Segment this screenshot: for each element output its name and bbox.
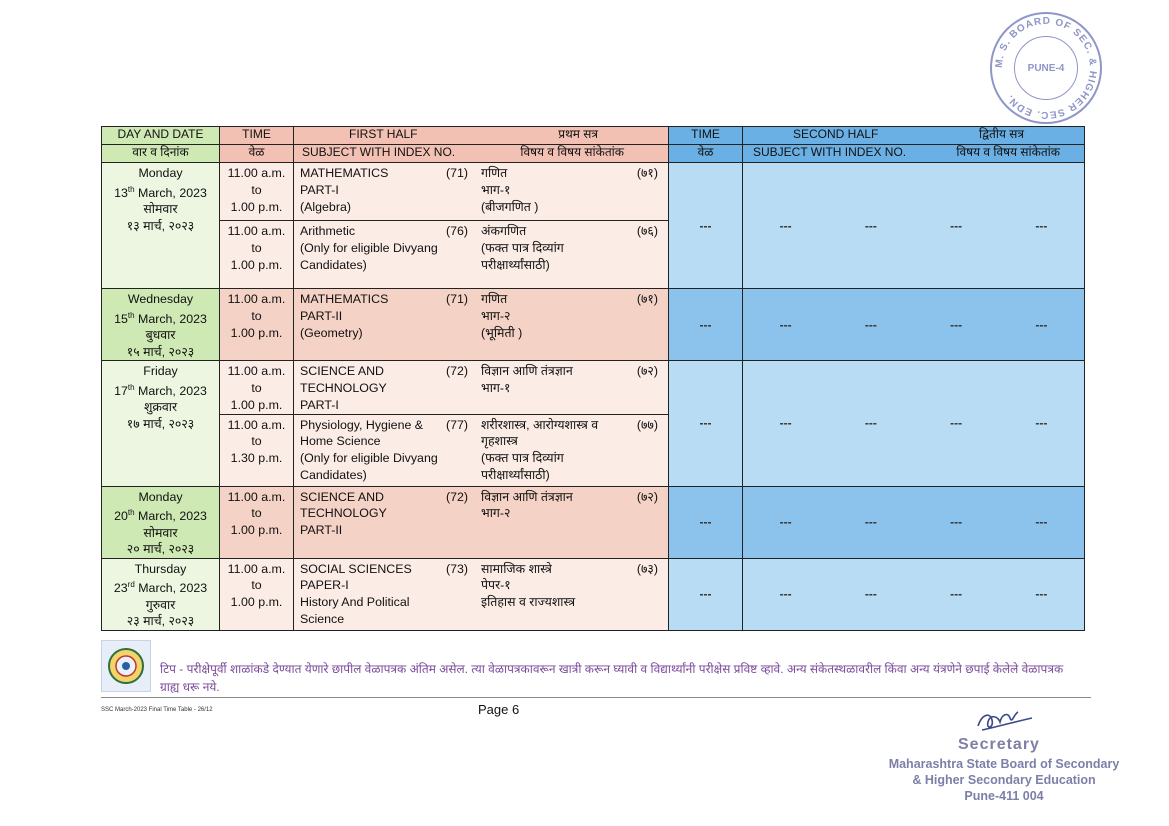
- subject-cell: [294, 289, 669, 361]
- exam-row: [102, 558, 1085, 630]
- second-half-subject-cell: --- --- --- ---: [743, 163, 1085, 289]
- second-half-time-cell: ---: [669, 289, 743, 361]
- header-time-2-mr: वेळ: [669, 145, 743, 163]
- subject-name-en: SCIENCE AND TECHNOLOGY PART-I: [300, 364, 387, 412]
- second-half-subject-cell: --- --- --- ---: [743, 361, 1085, 486]
- subject-index: (77): [446, 417, 469, 432]
- subject-index: (71): [446, 292, 469, 306]
- subject-name-en: SCIENCE AND TECHNOLOGY PART-II: [300, 489, 387, 538]
- subject-name-mr: शरीरशास्त्र, आरोग्यशास्त्र व गृहशास्त्र (फक्त पात्र दिव्यांग परीक्षार्थ्यांसाठी): [481, 417, 599, 482]
- exam-row: [102, 486, 1085, 558]
- subject-name-mr: सामाजिक शास्त्रे पेपर-१ इतिहास व राज्यशास्त्र: [481, 561, 576, 610]
- exam-timetable: [101, 126, 1085, 631]
- time-cell: 11.00 a.m. to 1.30 p.m.: [220, 414, 294, 486]
- second-half-subject-cell: --- --- --- ---: [743, 558, 1085, 630]
- time-cell: 11.00 a.m. to 1.00 p.m.: [220, 221, 294, 289]
- day-date-cell: Monday 20th March, 2023 सोमवार २० मार्च, २०२३: [102, 486, 220, 558]
- subject-index-mr: (७१): [636, 292, 658, 306]
- header-time: TIME: [220, 127, 294, 145]
- subject-cell: [294, 486, 669, 558]
- board-seal-stamp: [990, 12, 1102, 124]
- subject-name-en: MATHEMATICS PART-II (Geometry): [300, 292, 389, 340]
- board-logo: [101, 640, 151, 692]
- subject-name-en: SOCIAL SCIENCES PAPER-I History And Political Science: [300, 561, 412, 627]
- header-day-date-mr: वार व दिनांक: [102, 145, 220, 163]
- second-half-time-cell: ---: [669, 486, 743, 558]
- second-half-subject-cell: --- --- --- ---: [743, 289, 1085, 361]
- subject-name-mr: अंकगणित (फक्त पात्र दिव्यांग परीक्षार्थ्यांसाठी): [481, 224, 564, 272]
- second-half-time-cell: ---: [669, 361, 743, 486]
- exam-row: [102, 361, 1085, 414]
- subject-index: (73): [446, 561, 469, 576]
- day-date-cell: Wednesday 15th March, 2023 बुधवार १५ मार्च, २०२३: [102, 289, 220, 361]
- subject-index-mr: (७२): [636, 489, 658, 504]
- header-row-2: [102, 145, 1085, 163]
- time-cell: 11.00 a.m. to 1.00 p.m.: [220, 289, 294, 361]
- subject-cell: [294, 558, 669, 630]
- page-number: Page 6: [478, 702, 520, 717]
- footer-doc-name: SSC March-2023 Final Time Table - 26/12: [101, 707, 213, 713]
- header-subject: SUBJECT WITH INDEX NO. विषय व विषय सांकेतांक: [294, 145, 669, 163]
- header-row-1: [102, 127, 1085, 145]
- day-date-cell: Thursday 23rd March, 2023 गुरुवार २३ मार्च, २०२३: [102, 558, 220, 630]
- subject-index-mr: (७१): [636, 166, 658, 180]
- subject-name-mr: गणित भाग-१ (बीजगणित ): [481, 166, 539, 214]
- header-time-mr: वेळ: [220, 145, 294, 163]
- subject-index-mr: (७६): [636, 224, 658, 238]
- day-date-cell: Friday 17th March, 2023 शुक्रवार १७ मार्च, २०२३: [102, 361, 220, 486]
- exam-row: [102, 289, 1085, 361]
- secretary-title: Secretary: [958, 736, 1040, 753]
- subject-index-mr: (७२): [636, 364, 658, 379]
- second-half-time-cell: ---: [669, 163, 743, 289]
- second-half-time-cell: ---: [669, 558, 743, 630]
- subject-index-mr: (७७): [636, 417, 658, 432]
- subject-index: (72): [446, 364, 469, 379]
- stamp-center: PUNE-4: [1014, 36, 1078, 100]
- footer-divider: [101, 697, 1091, 698]
- subject-name-en: MATHEMATICS PART-I (Algebra): [300, 166, 389, 214]
- subject-name-mr: गणित भाग-२ (भूमिती ): [481, 292, 523, 340]
- subject-cell: [294, 221, 669, 289]
- subject-name-en: Physiology, Hygiene & Home Science (Only for eligible Divyang Candidates): [300, 417, 438, 482]
- header-subject-2: SUBJECT WITH INDEX NO. विषय व विषय सांकेतांक: [743, 145, 1085, 163]
- subject-name-en: Arithmetic (Only for eligible Divyang Candidates): [300, 224, 438, 272]
- subject-name-mr: विज्ञान आणि तंत्रज्ञान भाग-२: [481, 489, 573, 521]
- subject-index: (76): [446, 224, 469, 238]
- subject-cell: [294, 163, 669, 221]
- subject-index-mr: (७३): [636, 561, 658, 576]
- secretary-address: Maharashtra State Board of Secondary & Higher Secondary Education Pune-411 004: [888, 757, 1120, 803]
- header-day-date: DAY AND DATE: [102, 127, 220, 145]
- day-date-cell: Monday 13th March, 2023 सोमवार १३ मार्च, २०२३: [102, 163, 220, 289]
- header-time-2: TIME: [669, 127, 743, 145]
- signature-icon: [970, 700, 1040, 740]
- exam-row: [102, 163, 1085, 221]
- board-emblem-icon: [102, 641, 150, 691]
- header-second-half: SECOND HALF द्वितीय सत्र: [743, 127, 1085, 145]
- header-first-half: FIRST HALF प्रथम सत्र: [294, 127, 669, 145]
- subject-cell: [294, 414, 669, 486]
- time-cell: 11.00 a.m. to 1.00 p.m.: [220, 361, 294, 414]
- subject-name-mr: विज्ञान आणि तंत्रज्ञान भाग-१: [481, 364, 573, 395]
- time-cell: 11.00 a.m. to 1.00 p.m.: [220, 486, 294, 558]
- time-cell: 11.00 a.m. to 1.00 p.m.: [220, 558, 294, 630]
- subject-index: (72): [446, 489, 469, 504]
- subject-cell: [294, 361, 669, 414]
- note-text: टिप - परीक्षेपूर्वी शाळांकडे देण्यात येणारे छापील वेळापत्रक अंतिम असेल. त्या वेळापत्रकावरून खात्री करून घ्यावी व विद्यार्थ्यांनी परीक्षेस प्रविष्ट व्हावे. अन्य संकेतस्थळावरील किंवा अन्य यंत्रणेने छपाई केलेले वेळापत्रक ग्राह्य धरू नये.: [160, 662, 1064, 694]
- second-half-subject-cell: --- --- --- ---: [743, 486, 1085, 558]
- time-cell: 11.00 a.m. to 1.00 p.m.: [220, 163, 294, 221]
- svg-text:M. S. BOARD OF SEC. & HIGHER S: M. S. BOARD OF SEC. & HIGHER SEC. EDN.: [993, 15, 1099, 121]
- subject-index: (71): [446, 166, 469, 180]
